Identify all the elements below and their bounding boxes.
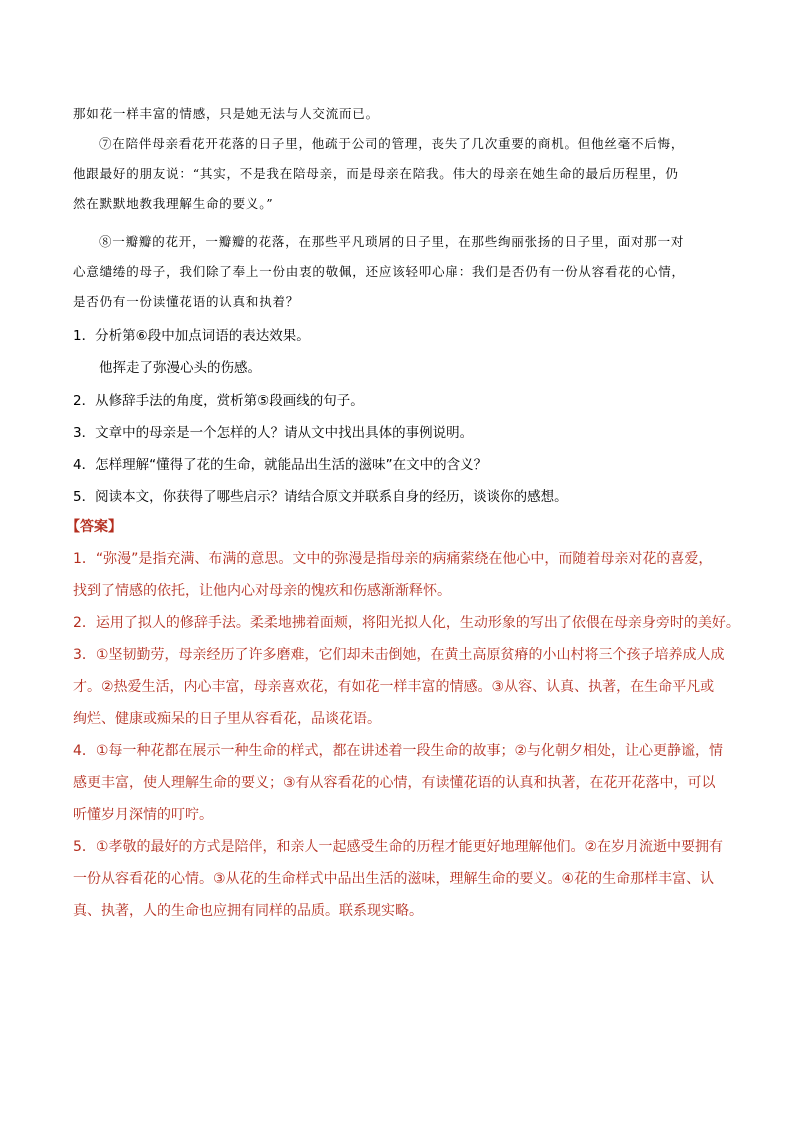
answer-3-line: 才。②热爱生活，内心丰富，母亲喜欢花，有如花一样丰富的情感。③从容、认真、执著，在生命平凡或	[73, 679, 715, 695]
passage-paragraph-8-line: ⑧一瓣瓣的花开，一瓣瓣的花落，在那些平凡琐屑的日子里，在那些绚丽张扬的日子里，面对那一对	[99, 234, 685, 249]
passage-line: 那如花一样丰富的情感，只是她无法与人交流而已。	[73, 106, 379, 121]
question-3: 3．文章中的母亲是一个怎样的人？请从文中找出具体的事例说明。	[73, 425, 474, 441]
answer-4-line: 听懂岁月深情的叮咛。	[73, 807, 213, 823]
answer-1-line: 1．“弥漫”是指充满、布满的意思。文中的弥漫是指母亲的病痛萦绕在他心中，而随着母亲对花的喜爱，	[73, 551, 713, 567]
passage-paragraph-8-line: 心意缱绻的母子，我们除了奉上一份由衷的敬佩，还应该轻叩心扉：我们是否仍有一份从容看花的心情，	[73, 264, 685, 279]
question-1-sentence: 他挥走了弥漫心头的伤感。	[99, 360, 261, 376]
answer-header: 【答案】	[66, 519, 122, 535]
question-1: 1．分析第⑥段中加点词语的表达效果。	[73, 328, 310, 344]
passage-paragraph-7-line: 然在默默地教我理解生命的要义。”	[73, 196, 274, 211]
answer-5-line: 5．①孝敬的最好的方式是陪伴，和亲人一起感受生命的历程才能更好地理解他们。②在岁月流逝中要拥有	[73, 839, 724, 855]
answer-2-line: 2．运用了拟人的修辞手法。柔柔地拂着面颊，将阳光拟人化，生动形象的写出了依偎在母亲身旁时的美好。	[73, 615, 740, 631]
answer-4-line: 感更丰富，使人理解生命的要义；③有从容看花的心情，有读懂花语的认真和执著，在花开花落中，可以	[73, 775, 716, 791]
answer-5-line: 真、执著，人的生命也应拥有同样的品质。联系现实略。	[73, 903, 423, 919]
answer-1-line: 找到了情感的依托，让他内心对母亲的愧疚和伤感渐渐释怀。	[73, 583, 451, 599]
passage-paragraph-8-line: 是否仍有一份读懂花语的认真和执着？	[73, 294, 300, 309]
passage-paragraph-7-line: 他跟最好的朋友说：“其实，不是我在陪母亲，而是母亲在陪我。伟大的母亲在她生命的最后历程里，仍	[73, 166, 679, 181]
question-4: 4．怎样理解“懂得了花的生命，就能品出生活的滋味”在文中的含义？	[73, 457, 488, 473]
passage-paragraph-7-line: ⑦在陪伴母亲看花开花落的日子里，他疏于公司的管理，丧失了几次重要的商机。但他丝毫不后悔，	[99, 136, 685, 151]
answer-3-line: 3．①坚韧勤劳，母亲经历了许多磨难，它们却未击倒她，在黄土高原贫瘠的小山村将三个孩子培养成人成	[73, 647, 725, 663]
question-5: 5．阅读本文，你获得了哪些启示？请结合原文并联系自身的经历，谈谈你的感想。	[73, 489, 568, 505]
answer-4-line: 4．①每一种花都在展示一种生命的样式，都在讲述着一段生命的故事；②与化朝夕相处，让心更静谧，情	[73, 743, 724, 759]
answer-3-line: 绚烂、健康或痴呆的日子里从容看花，品谈花语。	[73, 711, 381, 727]
question-2: 2．从修辞手法的角度，赏析第⑤段画线的句子。	[73, 393, 364, 409]
answer-5-line: 一份从容看花的心情。③从花的生命样式中品出生活的滋味，理解生命的要义。④花的生命那样丰富、认	[73, 871, 715, 887]
